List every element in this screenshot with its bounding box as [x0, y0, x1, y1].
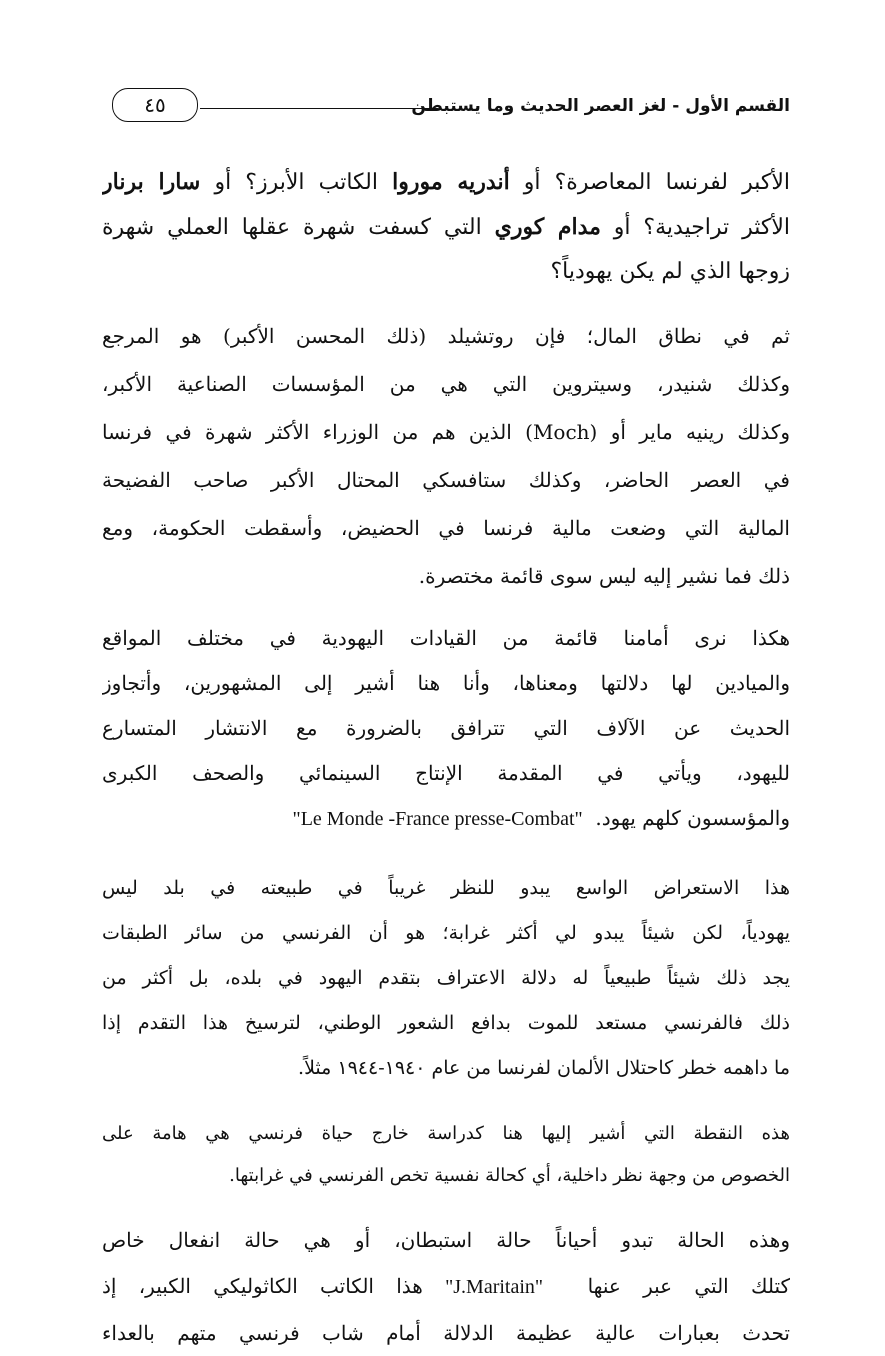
running-header [112, 86, 790, 132]
text-line: هذا الاستعراض الواسع يبدو للنظر غريباً في طبيعته في بلد ليس [102, 877, 790, 899]
text-line: وهذه الحالة تبدو أحياناً حالة استبطان، أو هي حالة انفعال خاص [102, 1228, 790, 1252]
text-line: وكذلك رينيه ماير أو (Moch) الذين هم من الوزراء الأكثر شهرة في فرنسا [102, 420, 790, 444]
header-title: القسم الأول - لغز العصر الحديث وما يستبطن [411, 96, 790, 116]
paragraph-2 [102, 312, 790, 600]
text-line: ما داهمه خطر كاحتلال الألمان لفرنسا من عام ١٩٤٠-١٩٤٤ مثلاً. [298, 1057, 790, 1079]
text-line: كتلك التي عبر عنها "J.Maritain" هذا الكاتب الكاثوليكي الكبير، إذ [102, 1274, 790, 1298]
text-line: يهودياً، لكن شيئاً يبدو لي أكثر غرابة؛ هو أن الفرنسي من سائر الطبقات [102, 922, 790, 944]
text-line: والميادين لها دلالتها ومعناها، وأنا هنا أشير إلى المشهورين، وأتجاوز [102, 671, 790, 695]
paragraph-6 [102, 1217, 790, 1356]
text-line: الخصوص من وجهة نظر داخلية، أي كحالة نفسية تخص الفرنسي في غرابتها. [229, 1165, 790, 1186]
text-line: لليهود، ويأتي في المقدمة الإنتاج السينمائي والصحف الكبرى [102, 761, 790, 785]
text-line: وكذلك شنيدر، وسيتروين التي هي من المؤسسات الصناعية الأكبر، [102, 372, 790, 396]
text-line: المالية التي وضعت مالية فرنسا في الحضيض، وأسقطت الحكومة، ومع [102, 516, 790, 540]
text-line: والمؤسسون كلهم يهود. "Le Monde -France presse-Combat" [292, 806, 790, 830]
paragraph-4 [102, 866, 790, 1091]
text-line: ذلك فما نشير إليه ليس سوى قائمة مختصرة. [418, 564, 790, 588]
page-number: ٤٥ [112, 88, 198, 122]
text-line: الأكبر لفرنسا المعاصرة؟ أو أندريه موروا الكاتب الأبرز؟ أو سارا برنار [102, 169, 790, 195]
text-line: ثم في نطاق المال؛ فإن روتشيلد (ذلك المحسن الأكبر) هو المرجع [102, 324, 790, 348]
paragraph-1 [102, 160, 790, 294]
text-line: زوجها الذي لم يكن يهودياً؟ [550, 259, 790, 284]
paragraph-5 [102, 1113, 790, 1197]
text-line: هذه النقطة التي أشير إليها هنا كدراسة خارج حياة فرنسي هي هامة على [102, 1123, 790, 1144]
paragraph-3 [102, 616, 790, 842]
text-line: الأكثر تراجيدية؟ أو مدام كوري التي كسفت شهرة عقلها العملي شهرة [102, 214, 790, 240]
text-line: يجد ذلك شيئاً طبيعياً له دلالة الاعتراف بتقدم اليهود في بلده، بل أكثر من [102, 967, 790, 989]
text-line: هكذا نرى أمامنا قائمة من القيادات اليهودية في مختلف المواقع [102, 626, 790, 650]
text-line: في العصر الحاضر، وكذلك ستافسكي المحتال الأكبر صاحب الفضيحة [102, 468, 790, 492]
text-line: الحديث عن الآلاف التي تترافق بالضرورة مع الانتشار المتسارع [102, 716, 790, 740]
body-text [102, 160, 790, 1356]
header-rule [200, 108, 438, 109]
text-line: ذلك فالفرنسي مستعد للموت بدافع الشعور الوطني، لترسيخ هذا التقدم إذا [102, 1012, 790, 1034]
text-line: تحدث بعبارات عالية عظيمة الدلالة أمام شاب فرنسي متهم بالعداء [102, 1321, 790, 1345]
